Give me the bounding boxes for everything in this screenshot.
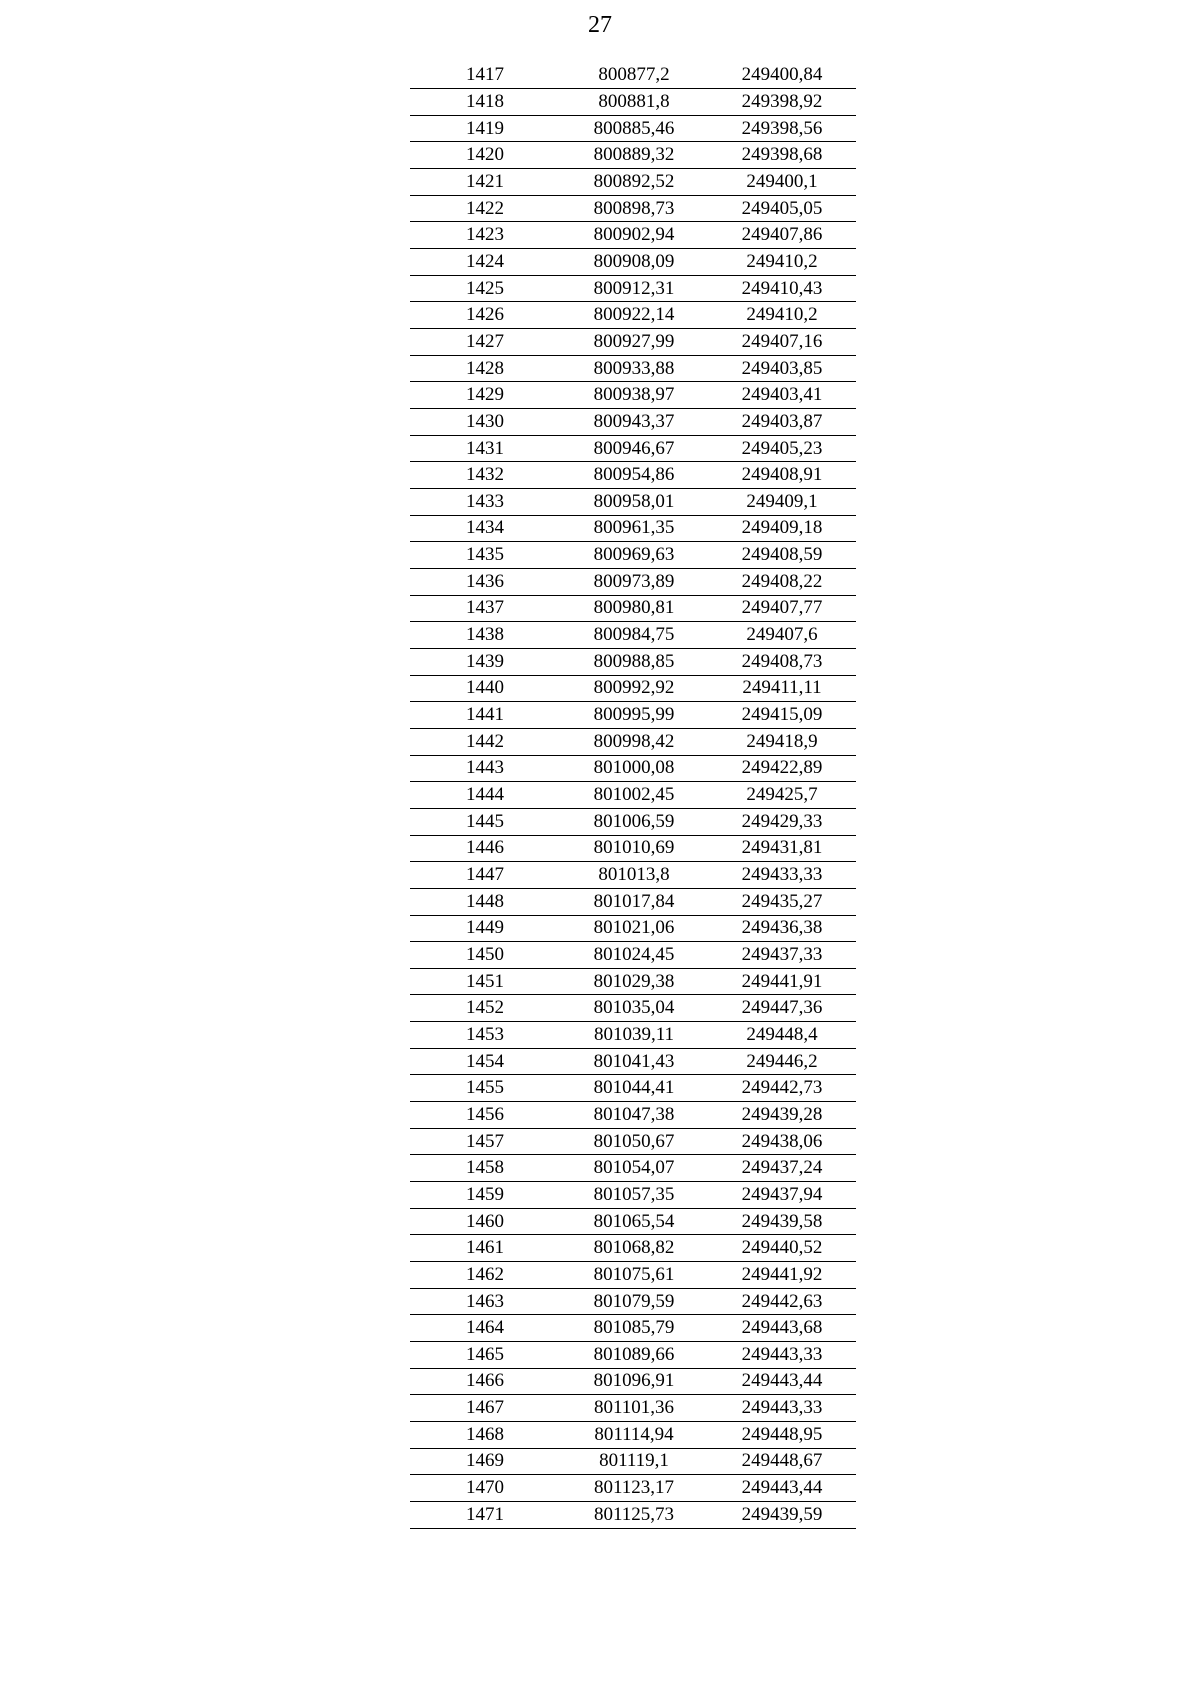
y-coordinate-cell: 249443,33: [708, 1342, 856, 1369]
y-coordinate-cell: 249400,1: [708, 169, 856, 196]
table-row: [410, 409, 856, 436]
point-number-cell: 1447: [410, 862, 560, 889]
table-row: [410, 1208, 856, 1235]
point-number-cell: 1434: [410, 515, 560, 542]
coordinates-table-body: [410, 62, 856, 1528]
table-row: [410, 1368, 856, 1395]
table-row: [410, 915, 856, 942]
point-number-cell: 1436: [410, 568, 560, 595]
table-row: [410, 89, 856, 116]
table-row: [410, 1182, 856, 1209]
y-coordinate-cell: 249408,73: [708, 648, 856, 675]
y-coordinate-cell: 249437,94: [708, 1182, 856, 1209]
x-coordinate-cell: 800902,94: [560, 222, 708, 249]
table-row: [410, 1288, 856, 1315]
y-coordinate-cell: 249408,22: [708, 568, 856, 595]
point-number-cell: 1428: [410, 355, 560, 382]
table-row: [410, 1421, 856, 1448]
x-coordinate-cell: 800984,75: [560, 622, 708, 649]
point-number-cell: 1454: [410, 1048, 560, 1075]
y-coordinate-cell: 249403,87: [708, 409, 856, 436]
point-number-cell: 1423: [410, 222, 560, 249]
x-coordinate-cell: 800898,73: [560, 195, 708, 222]
y-coordinate-cell: 249439,28: [708, 1102, 856, 1129]
y-coordinate-cell: 249410,2: [708, 302, 856, 329]
table-row: [410, 142, 856, 169]
table-row: [410, 515, 856, 542]
y-coordinate-cell: 249433,33: [708, 862, 856, 889]
y-coordinate-cell: 249400,84: [708, 62, 856, 89]
table-row: [410, 1501, 856, 1528]
y-coordinate-cell: 249436,38: [708, 915, 856, 942]
x-coordinate-cell: 800961,35: [560, 515, 708, 542]
table-row: [410, 702, 856, 729]
y-coordinate-cell: 249425,7: [708, 782, 856, 809]
point-number-cell: 1463: [410, 1288, 560, 1315]
point-number-cell: 1461: [410, 1235, 560, 1262]
point-number-cell: 1446: [410, 835, 560, 862]
x-coordinate-cell: 801021,06: [560, 915, 708, 942]
table-row: [410, 755, 856, 782]
point-number-cell: 1433: [410, 489, 560, 516]
table-row: [410, 675, 856, 702]
table-row: [410, 862, 856, 889]
table-row: [410, 1475, 856, 1502]
point-number-cell: 1465: [410, 1342, 560, 1369]
x-coordinate-cell: 800912,31: [560, 275, 708, 302]
y-coordinate-cell: 249448,4: [708, 1022, 856, 1049]
point-number-cell: 1419: [410, 115, 560, 142]
table-row: [410, 1102, 856, 1129]
table-row: [410, 888, 856, 915]
y-coordinate-cell: 249410,2: [708, 249, 856, 276]
x-coordinate-cell: 800946,67: [560, 435, 708, 462]
x-coordinate-cell: 801114,94: [560, 1421, 708, 1448]
x-coordinate-cell: 801039,11: [560, 1022, 708, 1049]
x-coordinate-cell: 801125,73: [560, 1501, 708, 1528]
y-coordinate-cell: 249418,9: [708, 728, 856, 755]
table-row: [410, 542, 856, 569]
x-coordinate-cell: 801000,08: [560, 755, 708, 782]
x-coordinate-cell: 801050,67: [560, 1128, 708, 1155]
point-number-cell: 1470: [410, 1475, 560, 1502]
y-coordinate-cell: 249409,1: [708, 489, 856, 516]
point-number-cell: 1440: [410, 675, 560, 702]
y-coordinate-cell: 249446,2: [708, 1048, 856, 1075]
x-coordinate-cell: 800992,92: [560, 675, 708, 702]
point-number-cell: 1444: [410, 782, 560, 809]
x-coordinate-cell: 801047,38: [560, 1102, 708, 1129]
point-number-cell: 1435: [410, 542, 560, 569]
x-coordinate-cell: 801024,45: [560, 942, 708, 969]
x-coordinate-cell: 800877,2: [560, 62, 708, 89]
point-number-cell: 1443: [410, 755, 560, 782]
x-coordinate-cell: 800933,88: [560, 355, 708, 382]
y-coordinate-cell: 249407,86: [708, 222, 856, 249]
y-coordinate-cell: 249422,89: [708, 755, 856, 782]
x-coordinate-cell: 801054,07: [560, 1155, 708, 1182]
point-number-cell: 1441: [410, 702, 560, 729]
x-coordinate-cell: 801013,8: [560, 862, 708, 889]
point-number-cell: 1429: [410, 382, 560, 409]
y-coordinate-cell: 249441,91: [708, 968, 856, 995]
x-coordinate-cell: 801010,69: [560, 835, 708, 862]
x-coordinate-cell: 800998,42: [560, 728, 708, 755]
point-number-cell: 1442: [410, 728, 560, 755]
point-number-cell: 1439: [410, 648, 560, 675]
point-number-cell: 1452: [410, 995, 560, 1022]
y-coordinate-cell: 249409,18: [708, 515, 856, 542]
point-number-cell: 1418: [410, 89, 560, 116]
table-row: [410, 835, 856, 862]
point-number-cell: 1432: [410, 462, 560, 489]
y-coordinate-cell: 249442,63: [708, 1288, 856, 1315]
x-coordinate-cell: 800889,32: [560, 142, 708, 169]
table-row: [410, 648, 856, 675]
x-coordinate-cell: 801068,82: [560, 1235, 708, 1262]
table-row: [410, 249, 856, 276]
table-row: [410, 1448, 856, 1475]
table-row: [410, 942, 856, 969]
y-coordinate-cell: 249441,92: [708, 1262, 856, 1289]
point-number-cell: 1459: [410, 1182, 560, 1209]
point-number-cell: 1431: [410, 435, 560, 462]
x-coordinate-cell: 800973,89: [560, 568, 708, 595]
x-coordinate-cell: 800980,81: [560, 595, 708, 622]
x-coordinate-cell: 800922,14: [560, 302, 708, 329]
table-row: [410, 382, 856, 409]
table-row: [410, 329, 856, 356]
point-number-cell: 1417: [410, 62, 560, 89]
table-row: [410, 489, 856, 516]
y-coordinate-cell: 249438,06: [708, 1128, 856, 1155]
y-coordinate-cell: 249443,33: [708, 1395, 856, 1422]
point-number-cell: 1448: [410, 888, 560, 915]
table-row: [410, 728, 856, 755]
table-row: [410, 1262, 856, 1289]
table-row: [410, 808, 856, 835]
y-coordinate-cell: 249447,36: [708, 995, 856, 1022]
point-number-cell: 1451: [410, 968, 560, 995]
point-number-cell: 1455: [410, 1075, 560, 1102]
y-coordinate-cell: 249398,56: [708, 115, 856, 142]
table-row: [410, 169, 856, 196]
point-number-cell: 1445: [410, 808, 560, 835]
y-coordinate-cell: 249398,92: [708, 89, 856, 116]
point-number-cell: 1457: [410, 1128, 560, 1155]
table-row: [410, 1128, 856, 1155]
point-number-cell: 1466: [410, 1368, 560, 1395]
y-coordinate-cell: 249411,11: [708, 675, 856, 702]
point-number-cell: 1424: [410, 249, 560, 276]
table-row: [410, 355, 856, 382]
y-coordinate-cell: 249405,05: [708, 195, 856, 222]
coordinates-table: [410, 62, 856, 1529]
x-coordinate-cell: 800995,99: [560, 702, 708, 729]
y-coordinate-cell: 249437,33: [708, 942, 856, 969]
point-number-cell: 1469: [410, 1448, 560, 1475]
table-row: [410, 222, 856, 249]
point-number-cell: 1427: [410, 329, 560, 356]
y-coordinate-cell: 249439,59: [708, 1501, 856, 1528]
table-row: [410, 595, 856, 622]
page-number: 27: [588, 12, 612, 38]
x-coordinate-cell: 801035,04: [560, 995, 708, 1022]
point-number-cell: 1420: [410, 142, 560, 169]
table-row: [410, 1315, 856, 1342]
x-coordinate-cell: 801085,79: [560, 1315, 708, 1342]
y-coordinate-cell: 249437,24: [708, 1155, 856, 1182]
x-coordinate-cell: 801065,54: [560, 1208, 708, 1235]
table-row: [410, 1155, 856, 1182]
table-row: [410, 968, 856, 995]
point-number-cell: 1458: [410, 1155, 560, 1182]
x-coordinate-cell: 800881,8: [560, 89, 708, 116]
x-coordinate-cell: 801017,84: [560, 888, 708, 915]
table-row: [410, 782, 856, 809]
y-coordinate-cell: 249448,95: [708, 1421, 856, 1448]
x-coordinate-cell: 800938,97: [560, 382, 708, 409]
x-coordinate-cell: 801041,43: [560, 1048, 708, 1075]
table-row: [410, 435, 856, 462]
y-coordinate-cell: 249442,73: [708, 1075, 856, 1102]
y-coordinate-cell: 249448,67: [708, 1448, 856, 1475]
table-row: [410, 568, 856, 595]
table-row: [410, 462, 856, 489]
x-coordinate-cell: 801096,91: [560, 1368, 708, 1395]
table-row: [410, 1022, 856, 1049]
x-coordinate-cell: 800885,46: [560, 115, 708, 142]
point-number-cell: 1453: [410, 1022, 560, 1049]
table-row: [410, 1048, 856, 1075]
point-number-cell: 1471: [410, 1501, 560, 1528]
point-number-cell: 1467: [410, 1395, 560, 1422]
table-row: [410, 115, 856, 142]
y-coordinate-cell: 249440,52: [708, 1235, 856, 1262]
point-number-cell: 1449: [410, 915, 560, 942]
table-row: [410, 275, 856, 302]
x-coordinate-cell: 801044,41: [560, 1075, 708, 1102]
x-coordinate-cell: 801029,38: [560, 968, 708, 995]
y-coordinate-cell: 249407,77: [708, 595, 856, 622]
x-coordinate-cell: 800927,99: [560, 329, 708, 356]
x-coordinate-cell: 800958,01: [560, 489, 708, 516]
point-number-cell: 1422: [410, 195, 560, 222]
point-number-cell: 1438: [410, 622, 560, 649]
x-coordinate-cell: 800892,52: [560, 169, 708, 196]
x-coordinate-cell: 801006,59: [560, 808, 708, 835]
x-coordinate-cell: 801075,61: [560, 1262, 708, 1289]
table-row: [410, 195, 856, 222]
y-coordinate-cell: 249431,81: [708, 835, 856, 862]
table-row: [410, 1342, 856, 1369]
x-coordinate-cell: 800969,63: [560, 542, 708, 569]
point-number-cell: 1460: [410, 1208, 560, 1235]
point-number-cell: 1468: [410, 1421, 560, 1448]
table-row: [410, 1395, 856, 1422]
x-coordinate-cell: 800988,85: [560, 648, 708, 675]
point-number-cell: 1426: [410, 302, 560, 329]
table-row: [410, 622, 856, 649]
table-row: [410, 62, 856, 89]
point-number-cell: 1421: [410, 169, 560, 196]
table-row: [410, 302, 856, 329]
x-coordinate-cell: 801101,36: [560, 1395, 708, 1422]
x-coordinate-cell: 801089,66: [560, 1342, 708, 1369]
point-number-cell: 1464: [410, 1315, 560, 1342]
y-coordinate-cell: 249403,41: [708, 382, 856, 409]
x-coordinate-cell: 801057,35: [560, 1182, 708, 1209]
y-coordinate-cell: 249408,59: [708, 542, 856, 569]
y-coordinate-cell: 249410,43: [708, 275, 856, 302]
table-row: [410, 995, 856, 1022]
y-coordinate-cell: 249429,33: [708, 808, 856, 835]
y-coordinate-cell: 249415,09: [708, 702, 856, 729]
point-number-cell: 1425: [410, 275, 560, 302]
y-coordinate-cell: 249405,23: [708, 435, 856, 462]
table-row: [410, 1235, 856, 1262]
y-coordinate-cell: 249408,91: [708, 462, 856, 489]
y-coordinate-cell: 249435,27: [708, 888, 856, 915]
point-number-cell: 1462: [410, 1262, 560, 1289]
y-coordinate-cell: 249439,58: [708, 1208, 856, 1235]
x-coordinate-cell: 800908,09: [560, 249, 708, 276]
x-coordinate-cell: 801123,17: [560, 1475, 708, 1502]
y-coordinate-cell: 249443,68: [708, 1315, 856, 1342]
x-coordinate-cell: 801079,59: [560, 1288, 708, 1315]
x-coordinate-cell: 800943,37: [560, 409, 708, 436]
x-coordinate-cell: 800954,86: [560, 462, 708, 489]
y-coordinate-cell: 249407,16: [708, 329, 856, 356]
point-number-cell: 1430: [410, 409, 560, 436]
y-coordinate-cell: 249443,44: [708, 1475, 856, 1502]
y-coordinate-cell: 249403,85: [708, 355, 856, 382]
point-number-cell: 1450: [410, 942, 560, 969]
y-coordinate-cell: 249407,6: [708, 622, 856, 649]
point-number-cell: 1437: [410, 595, 560, 622]
point-number-cell: 1456: [410, 1102, 560, 1129]
x-coordinate-cell: 801002,45: [560, 782, 708, 809]
table-row: [410, 1075, 856, 1102]
y-coordinate-cell: 249443,44: [708, 1368, 856, 1395]
y-coordinate-cell: 249398,68: [708, 142, 856, 169]
x-coordinate-cell: 801119,1: [560, 1448, 708, 1475]
